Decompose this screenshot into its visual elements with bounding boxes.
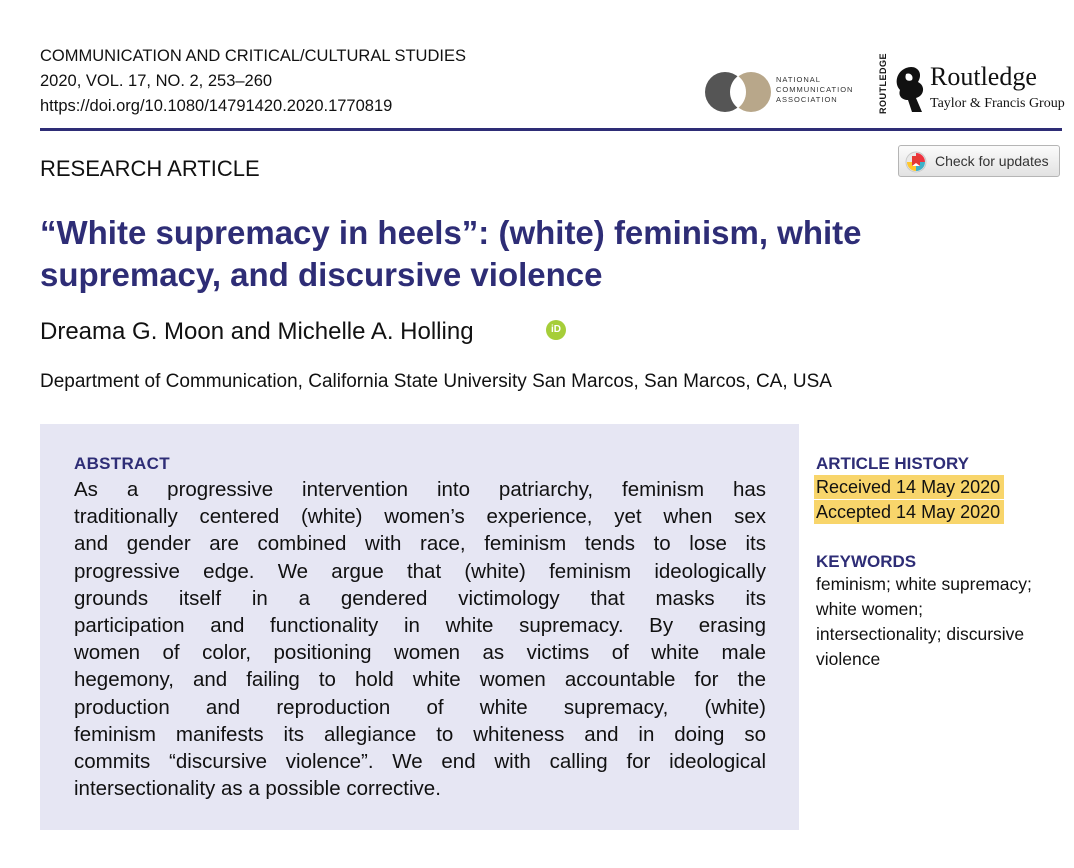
authors: Dreama G. Moon and Michelle A. Holling bbox=[40, 318, 474, 345]
accepted-date: Accepted 14 May 2020 bbox=[814, 500, 1004, 524]
affiliation: Department of Communication, California State University San Marcos, San Marcos, CA, USA bbox=[40, 371, 832, 392]
article-type: RESEARCH ARTICLE bbox=[40, 156, 260, 181]
abstract-line: commits “discursive violence”. We end with calling for ideological bbox=[74, 750, 766, 774]
keyword-line: white women; bbox=[816, 599, 923, 619]
abstract-text bbox=[74, 476, 766, 802]
abstract-line: hegemony, and failing to hold white women accountable for the bbox=[74, 668, 766, 692]
check-for-updates-button[interactable] bbox=[898, 145, 1060, 177]
title-line: supremacy, and discursive violence bbox=[40, 256, 603, 293]
routledge-vertical-wordmark: ROUTLEDGE bbox=[878, 52, 888, 114]
received-date: Received 14 May 2020 bbox=[814, 475, 1004, 499]
keywords-list bbox=[816, 572, 1066, 672]
abstract-line: intersectionality as a possible corrective. bbox=[74, 777, 441, 801]
volume-info: 2020, VOL. 17, NO. 2, 253–260 bbox=[40, 72, 273, 90]
abstract-line: and gender are combined with race, feminism tends to lose its bbox=[74, 532, 766, 556]
keyword-line: violence bbox=[816, 649, 881, 669]
abstract-line: grounds itself in a gendered victimology that masks its bbox=[74, 586, 766, 610]
abstract-line: participation and functionality in white supremacy. By erasing bbox=[74, 614, 766, 638]
keywords-heading: KEYWORDS bbox=[816, 552, 917, 571]
abstract-line: progressive edge. We argue that (white) feminism ideologically bbox=[74, 559, 766, 583]
title-line: “White supremacy in heels”: (white) feminism, white bbox=[40, 214, 862, 251]
abstract-line: As a progressive intervention into patriarchy, feminism has bbox=[74, 478, 766, 501]
check-for-updates-label: Check for updates bbox=[935, 153, 1049, 169]
abstract-heading: ABSTRACT bbox=[74, 454, 170, 473]
routledge-name: Routledge bbox=[930, 62, 1037, 91]
abstract-line: feminism manifests its allegiance to whiteness and in doing so bbox=[74, 722, 766, 746]
orcid-icon[interactable]: iD bbox=[546, 320, 566, 340]
routledge-subtitle: Taylor & Francis Group bbox=[930, 96, 1065, 111]
abstract-line: traditionally centered (white) women’s experience, yet when sex bbox=[74, 505, 766, 529]
keyword-line: intersectionality; discursive bbox=[816, 624, 1025, 644]
header-divider bbox=[40, 128, 1062, 131]
journal-name: COMMUNICATION AND CRITICAL/CULTURAL STUDIES bbox=[40, 47, 466, 65]
abstract-line: production and reproduction of white supremacy, (white) bbox=[74, 695, 766, 719]
article-history-heading: ARTICLE HISTORY bbox=[816, 454, 970, 473]
keyword-line: feminism; white supremacy; bbox=[816, 574, 1032, 594]
doi-link[interactable]: https://doi.org/10.1080/14791420.2020.1770819 bbox=[40, 97, 393, 115]
crossmark-icon bbox=[905, 151, 927, 173]
journal-header bbox=[40, 44, 466, 119]
abstract-line: women of color, positioning women as victims of white male bbox=[74, 641, 766, 665]
article-title bbox=[40, 212, 960, 296]
nca-logo-text: NATIONAL COMMUNICATION ASSOCIATION bbox=[776, 75, 854, 104]
